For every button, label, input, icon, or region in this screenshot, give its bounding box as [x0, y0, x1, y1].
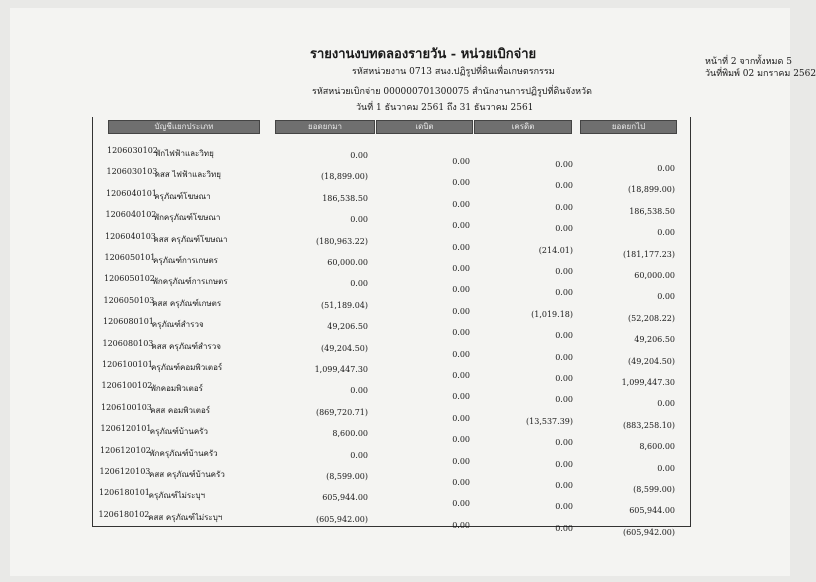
debit-amount: 0.00 — [452, 413, 470, 423]
report-title: รายงานงบทดลองรายวัน - หน่วยเบิกจ่าย — [310, 47, 537, 62]
opening-amount: 0.00 — [350, 151, 368, 160]
closing-amount: (52,208.22) — [628, 313, 675, 323]
closing-amount: 8,600.00 — [639, 442, 675, 452]
closing-amount: (605,942.00) — [622, 527, 675, 537]
account-name: ครุภัณฑ์คอมพิวเตอร์ — [151, 363, 223, 372]
closing-amount: 186,538.50 — [629, 206, 675, 216]
debit-amount: 0.00 — [452, 199, 470, 209]
credit-amount: 0.00 — [555, 352, 573, 362]
credit-amount: 0.00 — [555, 181, 573, 191]
closing-amount: (8,599.00) — [633, 485, 675, 494]
account-code: 1206050101 — [104, 253, 156, 262]
debit-amount: 0.00 — [452, 478, 470, 487]
closing-amount: 0.00 — [657, 463, 675, 473]
closing-amount: 0.00 — [657, 228, 675, 238]
opening-amount: 0.00 — [350, 279, 368, 289]
debit-amount: 0.00 — [452, 392, 470, 402]
opening-amount: (605,942.00) — [315, 514, 368, 524]
debit-amount: 0.00 — [452, 178, 470, 188]
credit-amount: 0.00 — [555, 523, 573, 533]
column-header-closing: ยอดยกไป — [580, 120, 677, 134]
account-code: 1206040103 — [105, 231, 156, 241]
credit-amount: 0.00 — [555, 160, 573, 169]
account-name: ครุภัณฑ์การเกษตร — [153, 256, 218, 265]
account-code: 1206180102 — [98, 509, 150, 519]
account-code: 1206030103 — [106, 167, 158, 177]
opening-amount: 8,600.00 — [332, 429, 368, 439]
page-number: หน้าที่ 2 จากทั้งหมด 5 — [705, 57, 792, 67]
closing-amount: 49,206.50 — [634, 335, 675, 345]
debit-amount: 0.00 — [452, 157, 470, 166]
credit-amount: 0.00 — [555, 267, 573, 276]
debit-amount: 0.00 — [452, 306, 470, 316]
closing-amount: 0.00 — [657, 292, 675, 302]
account-name: พักคอมพิวเตอร์ — [150, 384, 203, 394]
column-header-debit: เดบิต — [376, 120, 473, 134]
debit-amount: 0.00 — [452, 328, 470, 338]
account-name: ครุภัณฑ์สำรวจ — [151, 320, 204, 330]
opening-amount: (51,189.04) — [321, 300, 368, 310]
closing-amount: (18,899.00) — [628, 185, 675, 195]
debit-amount: 0.00 — [452, 435, 470, 445]
column-header-opening: ยอดยกมา — [275, 120, 375, 134]
account-code: 1206100103 — [101, 402, 152, 412]
credit-amount: 0.00 — [555, 481, 573, 490]
print-date: วันที่พิมพ์ 02 มกราคม 2562 — [705, 69, 816, 79]
opening-amount: 186,538.50 — [322, 193, 368, 203]
agency-line: รหัสหน่วยงาน 0713 สนง.ปฏิรูปที่ดินเพื่อเกษตรกรรม — [352, 67, 555, 77]
account-name: ครุภัณฑ์ไม่ระบุฯ — [148, 491, 206, 501]
account-name: คสส ครุภัณฑ์ไม่ระบุฯ — [148, 512, 223, 522]
debit-amount: 0.00 — [452, 242, 470, 252]
closing-amount: 0.00 — [657, 399, 675, 409]
closing-amount: (883,258.10) — [622, 420, 675, 430]
closing-amount: 60,000.00 — [634, 271, 675, 280]
opening-amount: 60,000.00 — [327, 258, 368, 267]
account-code: 1206080103 — [102, 338, 154, 348]
account-name: คสส ครุภัณฑ์โฆษณา — [153, 234, 228, 244]
account-code: 1206180101 — [99, 488, 150, 498]
closing-amount: 1,099,447.30 — [621, 378, 675, 387]
column-header-credit: เครดิต — [474, 120, 572, 134]
credit-amount: 0.00 — [555, 438, 573, 448]
account-name: คสส ไฟฟ้าและวิทยุ — [154, 170, 221, 180]
debit-amount: 0.00 — [452, 349, 470, 359]
opening-amount: (869,720.71) — [315, 407, 368, 417]
account-code: 1206040101 — [106, 188, 157, 198]
opening-amount: 0.00 — [350, 450, 368, 460]
opening-amount: 0.00 — [350, 386, 368, 396]
debit-amount: 0.00 — [452, 499, 470, 509]
account-name: พักครุภัณฑ์โฆษณา — [153, 213, 221, 223]
credit-amount: (214.01) — [538, 245, 573, 255]
account-name: พักไฟฟ้าและวิทยุ — [155, 149, 214, 158]
account-code: 1206030102 — [107, 146, 158, 155]
opening-amount: (49,204.50) — [321, 343, 368, 353]
closing-amount: 605,944.00 — [629, 506, 675, 516]
credit-amount: 0.00 — [555, 374, 573, 383]
account-name: ครุภัณฑ์บ้านครัว — [149, 427, 208, 437]
account-code: 1206120101 — [100, 424, 152, 434]
account-name: คสส ครุภัณฑ์สำรวจ — [151, 341, 221, 351]
account-code: 1206100101 — [102, 360, 153, 369]
opening-amount: (180,963.22) — [315, 236, 368, 246]
page-info — [705, 56, 816, 80]
column-header-account: บัญชีแยกประเภท — [108, 120, 260, 134]
debit-amount: 0.00 — [452, 264, 470, 273]
account-name: พักครุภัณฑ์การเกษตร — [152, 277, 228, 287]
debit-amount: 0.00 — [452, 221, 470, 231]
account-name: คสส ครุภัณฑ์บ้านครัว — [149, 470, 225, 479]
account-code: 1206040102 — [105, 210, 157, 220]
account-code: 1206120102 — [100, 445, 151, 455]
debit-amount: 0.00 — [452, 285, 470, 295]
account-name: ครุภัณฑ์โฆษณา — [154, 191, 211, 201]
opening-amount: 0.00 — [350, 215, 368, 225]
closing-amount: 0.00 — [657, 164, 675, 173]
debit-amount: 0.00 — [452, 520, 470, 530]
account-code: 1206050103 — [103, 295, 155, 305]
credit-amount: (1,019.18) — [531, 309, 573, 319]
opening-amount: 605,944.00 — [322, 493, 368, 503]
credit-amount: 0.00 — [555, 224, 573, 234]
account-name: พักครุภัณฑ์บ้านครัว — [149, 448, 218, 458]
credit-amount: 0.00 — [555, 288, 573, 298]
credit-amount: (13,537.39) — [526, 416, 573, 426]
credit-amount: 0.00 — [555, 502, 573, 512]
account-code: 1206100102 — [101, 381, 153, 391]
opening-amount: 1,099,447.30 — [314, 365, 368, 374]
account-code: 1206050102 — [104, 274, 155, 284]
debit-amount: 0.00 — [452, 456, 470, 466]
debit-amount: 0.00 — [452, 371, 470, 380]
closing-amount: (49,204.50) — [628, 356, 675, 366]
credit-amount: 0.00 — [555, 395, 573, 405]
opening-amount: (18,899.00) — [321, 172, 368, 182]
opening-amount: (8,599.00) — [326, 472, 368, 481]
date-range: วันที่ 1 ธันวาคม 2561 ถึง 31 ธันวาคม 2561 — [356, 103, 534, 113]
account-code: 1206080101 — [103, 317, 154, 327]
credit-amount: 0.00 — [555, 331, 573, 341]
disbursing-unit-line: รหัสหน่วยเบิกจ่าย 000000701300075 สำนักงานการปฏิรูปที่ดินจังหวัด — [312, 87, 592, 97]
credit-amount: 0.00 — [555, 459, 573, 469]
account-code: 1206120103 — [99, 467, 151, 476]
opening-amount: 49,206.50 — [327, 322, 368, 332]
account-name: คสส คอมพิวเตอร์ — [150, 405, 211, 415]
credit-amount: 0.00 — [555, 202, 573, 212]
closing-amount: (181,177.23) — [622, 249, 675, 259]
account-name: คสส ครุภัณฑ์เกษตร — [152, 298, 222, 308]
